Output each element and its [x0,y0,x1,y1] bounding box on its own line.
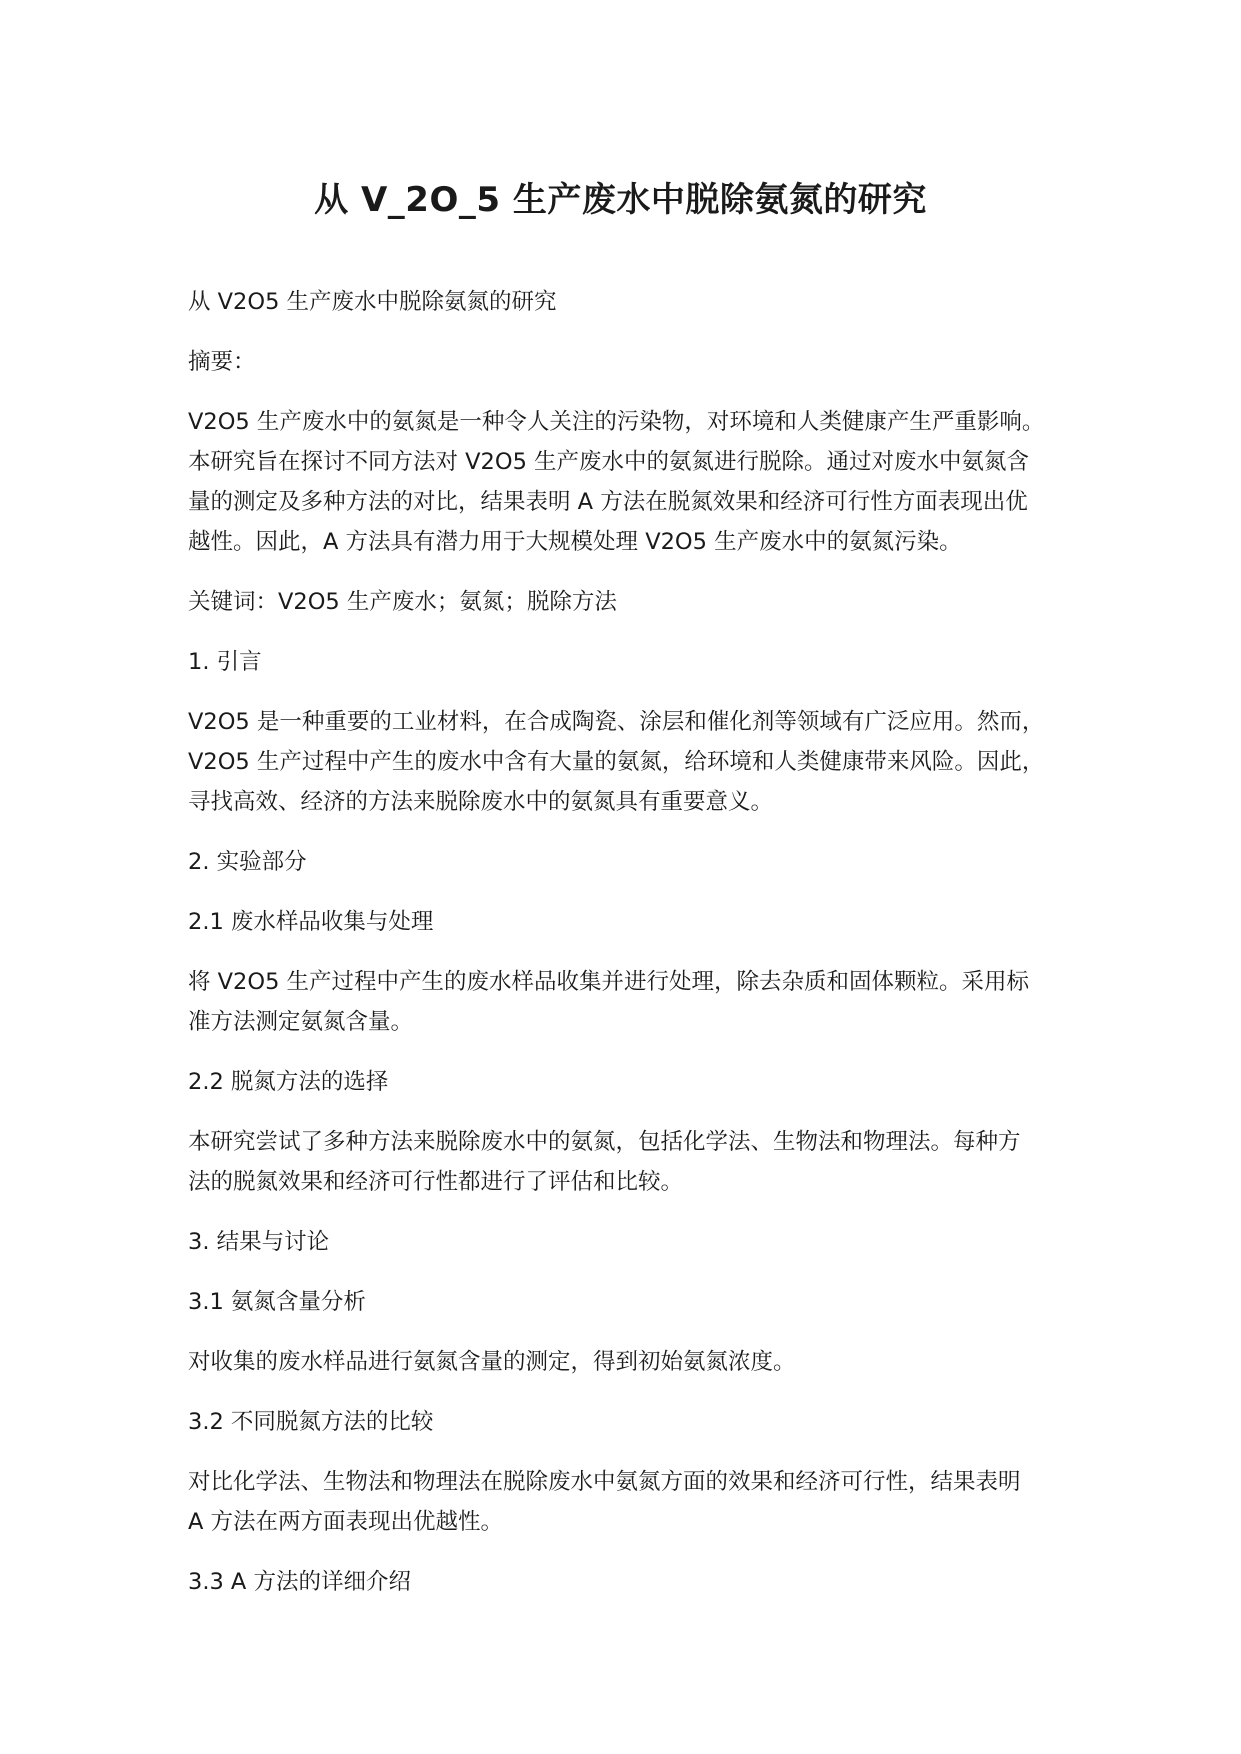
subsection-heading-method-a: 3.3 A 方法的详细介绍 [188,1569,411,1595]
subsection-heading-sample: 2.1 废水样品收集与处理 [188,909,434,935]
introduction-paragraph: V2O5 是一种重要的工业材料，在合成陶瓷、涂层和催化剂等领域有广泛应用。然而， V2O5 生产过程中产生的废水中含有大量的氨氮，给环境和人类健康带来风险。因此， 寻找高效、经济的方法来脱除废水中的氨氮具有重要意义。 [188,709,1045,815]
keywords-paragraph: 关键词：V2O5 生产废水；氨氮；脱除方法 [188,589,617,615]
subsection-heading-method-selection: 2.2 脱氮方法的选择 [188,1069,389,1095]
analysis-paragraph: 对收集的废水样品进行氨氮含量的测定，得到初始氨氮浓度。 [188,1349,796,1375]
section-heading-introduction: 1. 引言 [188,649,262,675]
abstract-paragraph: V2O5 生产废水中的氨氮是一种令人关注的污染物，对环境和人类健康产生严重影响。 本研究旨在探讨不同方法对 V2O5 生产废水中的氨氮进行脱除。通过对废水中氨氮含 量的测定及多种方法的对比，结果表明 A 方法在脱氮效果和经济可行性方面表现出优 越性。因此，A 方法具有潜力用于大规模处理 V2O5 生产废水中的氨氮污染。 [188,409,1045,555]
subsection-heading-comparison: 3.2 不同脱氮方法的比较 [188,1409,434,1435]
sample-paragraph: 将 V2O5 生产过程中产生的废水样品收集并进行处理，除去杂质和固体颗粒。采用标 准方法测定氨氮含量。 [188,969,1030,1035]
comparison-paragraph: 对比化学法、生物法和物理法在脱除废水中氨氮方面的效果和经济可行性，结果表明 A 方法在两方面表现出优越性。 [188,1469,1021,1535]
abstract-heading: 摘要： [188,349,256,375]
section-heading-results: 3. 结果与讨论 [188,1229,330,1255]
document-title: 从 V_2O_5 生产废水中脱除氨氮的研究 [314,180,927,220]
subtitle-paragraph: 从 V2O5 生产废水中脱除氨氮的研究 [188,289,557,315]
subsection-heading-analysis: 3.1 氨氮含量分析 [188,1289,366,1315]
section-heading-experiment: 2. 实验部分 [188,849,307,875]
document-body [188,282,1058,1622]
method-selection-paragraph: 本研究尝试了多种方法来脱除废水中的氨氮，包括化学法、生物法和物理法。每种方 法的脱氮效果和经济可行性都进行了评估和比较。 [188,1129,1021,1195]
